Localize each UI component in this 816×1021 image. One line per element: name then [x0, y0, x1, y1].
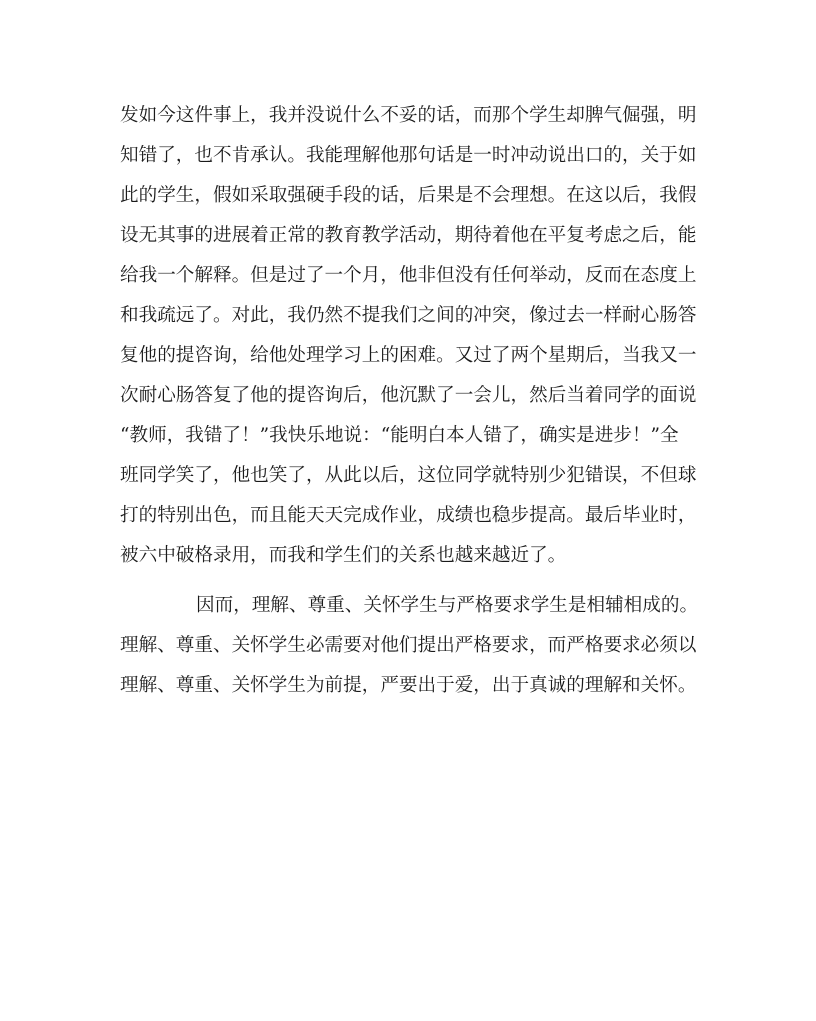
paragraph-line: 理解、尊重、关怀学生必需要对他们提出严格要求，而严格要求必须以: [120, 635, 697, 656]
paragraph-line: 理解、尊重、关怀学生为前提，严要出于爱，出于真诚的理解和关怀。: [120, 675, 697, 696]
paragraph-line: 班同学笑了，他也笑了，从此以后，这位同学就特别少犯错误，不但球: [120, 465, 697, 486]
paragraph-line: 次耐心肠答复了他的提咨询后，他沉默了一会儿，然后当着同学的面说: [120, 385, 697, 406]
paragraph-line: 复他的提咨询，给他处理学习上的困难。又过了两个星期后，当我又一: [120, 345, 697, 366]
paragraph-line: 被六中破格录用，而我和学生们的关系也越来越近了。: [120, 545, 567, 566]
paragraph-line: 因而，理解、尊重、关怀学生与严格要求学生是相辅相成的。: [196, 595, 699, 616]
paragraph-line: 发如今这件事上，我并没说什么不妥的话，而那个学生却脾气倔强，明: [120, 105, 697, 126]
paragraph-line: 给我一个解释。但是过了一个月，他非但没有任何举动，反而在态度上: [120, 265, 697, 286]
paragraph-line: 设无其事的进展着正常的教育教学活动，期待着他在平复考虑之后，能: [120, 225, 697, 246]
paragraph-line: 此的学生，假如采取强硬手段的话，后果是不会理想。在这以后，我假: [120, 185, 697, 206]
paragraph-line: 打的特别出色，而且能天天完成作业，成绩也稳步提高。最后毕业时，: [120, 505, 697, 526]
paragraph-line: 知错了，也不肯承认。我能理解他那句话是一时冲动说出口的，关于如: [120, 145, 697, 166]
paragraph-line: “教师，我错了！”我快乐地说：“能明白本人错了，确实是进步！”全: [120, 425, 679, 446]
paragraph-line: 和我疏远了。对此，我仍然不提我们之间的冲突，像过去一样耐心肠答: [120, 305, 697, 326]
